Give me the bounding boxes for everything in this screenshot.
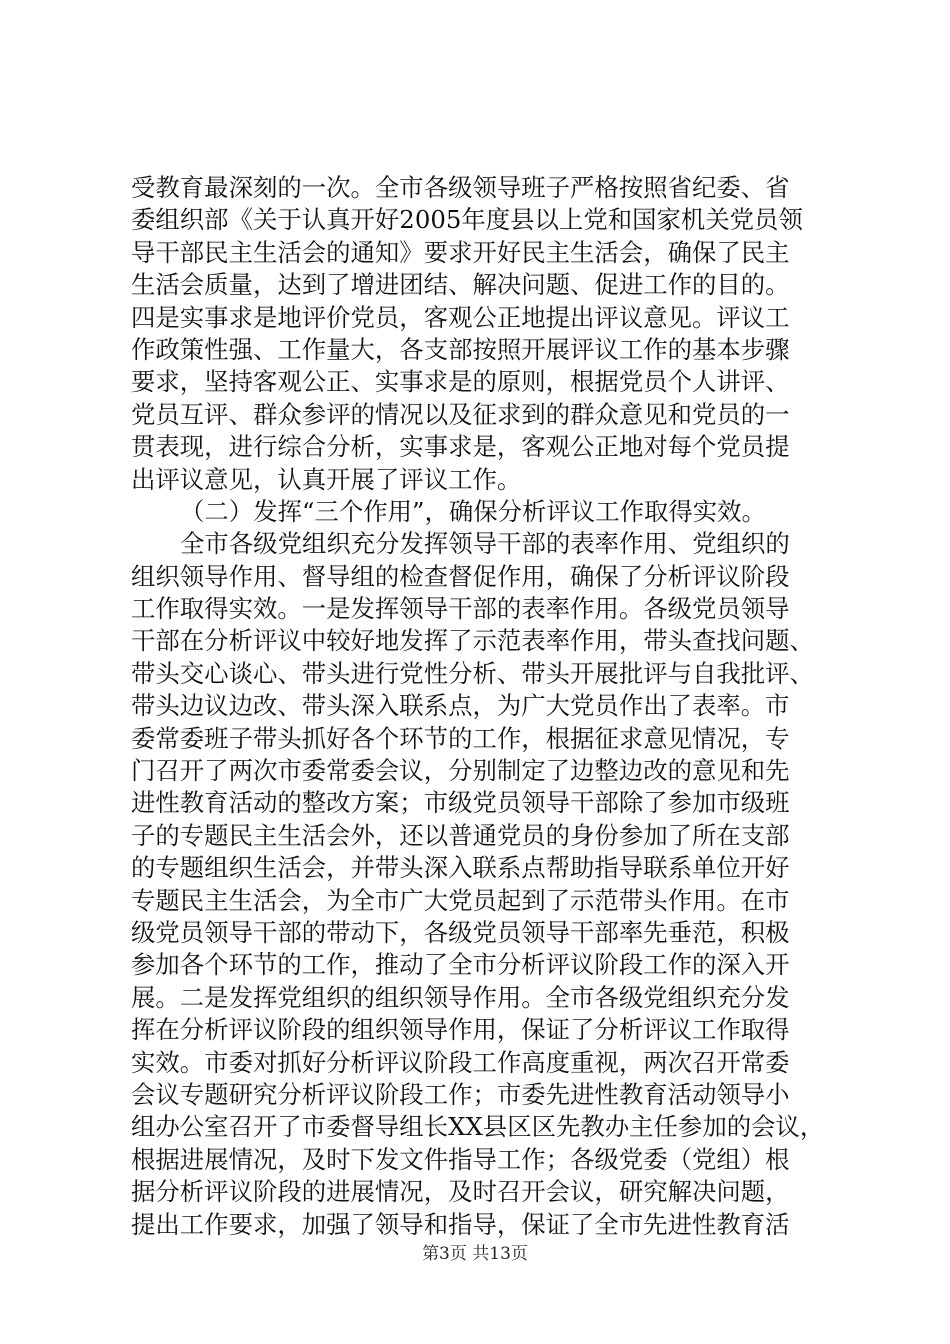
text-line: 提出工作要求，加强了领导和指导，保证了全市先进性教育活 [131,1209,790,1239]
text-line: 导干部民主生活会的通知》要求开好民主生活会，确保了民主 [131,237,790,267]
text-line: 受教育最深刻的一次。全市各级领导班子严格按照省纪委、省 [131,173,790,202]
text-line: 的专题组织生活会，并带头深入联系点帮助指导联系单位开好 [131,853,790,883]
text-line: 党员互评、群众参评的情况以及征求到的群众意见和党员的一 [131,399,790,429]
text-line: 根据进展情况，及时下发文件指导工作；各级党委（党组）根 [131,1144,790,1174]
text-line: 级党员领导干部的带动下，各级党员领导干部率先垂范，积极 [131,917,790,947]
text-line: 生活会质量，达到了增进团结、解决问题、促进工作的目的。 [131,270,790,300]
text-line: 委常委班子带头抓好各个环节的工作，根据征求意见情况，专 [131,723,790,753]
text-line: 贯表现，进行综合分析，实事求是，客观公正地对每个党员提 [131,432,790,462]
text-line: 带头交心谈心、带头进行党性分析、带头开展批评与自我批评、 [131,658,814,688]
text-line: 门召开了两次市委常委会议，分别制定了边整边改的意见和先 [131,756,790,786]
text-line: 工作取得实效。一是发挥领导干部的表率作用。各级党员领导 [131,594,790,624]
text-line: 挥在分析评议阶段的组织领导作用，保证了分析评议工作取得 [131,1015,790,1045]
text-line: 子的专题民主生活会外，还以普通党员的身份参加了所在支部 [131,820,790,850]
section-heading: （二）发挥“三个作用”，确保分析评议工作取得实效。 [180,496,766,526]
text-line: 进性教育活动的整改方案；市级党员领导干部除了参加市级班 [131,788,790,818]
text-line: 四是实事求是地评价党员，客观公正地提出评议意见。评议工 [131,302,790,332]
text-line: 组办公室召开了市委督导组长XX县区区先教办主任参加的会议， [131,1112,825,1142]
text-line: 会议专题研究分析评议阶段工作；市委先进性教育活动领导小 [131,1079,790,1109]
text-line: 带头边议边改、带头深入联系点，为广大党员作出了表率。市 [131,691,790,721]
page-footer: 第3页 共13页 [422,1244,528,1264]
text-line: 据分析评议阶段的进展情况，及时召开会议，研究解决问题， [131,1177,790,1207]
body-text [131,172,831,1241]
text-line: 出评议意见，认真开展了评议工作。 [131,464,522,494]
text-line: 组织领导作用、督导组的检查督促作用，确保了分析评议阶段 [131,561,790,591]
text-line: 实效。市委对抓好分析评议阶段工作高度重视，两次召开常委 [131,1047,790,1077]
text-line: 作政策性强、工作量大，各支部按照开展评议工作的基本步骤 [131,334,790,364]
text-line: 展。二是发挥党组织的组织领导作用。全市各级党组织充分发 [131,982,790,1012]
paragraph-start-line: 全市各级党组织充分发挥领导干部的表率作用、党组织的 [180,529,790,559]
text-line: 要求，坚持客观公正、实事求是的原则，根据党员个人讲评、 [131,367,790,397]
text-line: 干部在分析评议中较好地发挥了示范表率作用，带头查找问题、 [131,626,814,656]
text-line: 专题民主生活会，为全市广大党员起到了示范带头作用。在市 [131,885,790,915]
text-line: 委组织部《关于认真开好2005年度县以上党和国家机关党员领 [131,205,803,235]
text-line: 参加各个环节的工作，推动了全市分析评议阶段工作的深入开 [131,950,790,980]
